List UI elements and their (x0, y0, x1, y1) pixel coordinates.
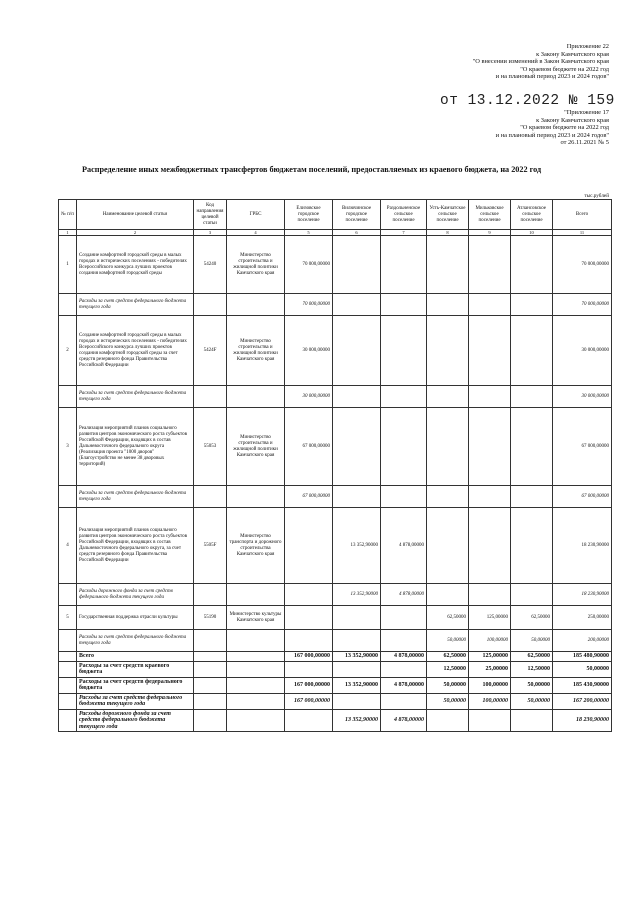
row-grbs (227, 294, 285, 316)
row-code: 55190 (194, 606, 227, 630)
total-value: 13 352,90000 (333, 677, 381, 693)
row-name: Создание комфортной городской среды в малых городах и исторических поселениях - победителях Всероссийского конкурса лучших проектов создания комфортной городской среды за счет средств резервного фонда Правительства Российской Федерации (77, 316, 194, 386)
total-blank (227, 693, 285, 709)
row-value (333, 606, 381, 630)
row-value (285, 508, 333, 584)
row-value: 30 000,00000 (285, 386, 333, 408)
row-value (427, 236, 469, 294)
total-value: 25,00000 (469, 661, 511, 677)
row-number: 5 (59, 606, 77, 630)
row-value (381, 236, 427, 294)
row-value (427, 386, 469, 408)
document-title: Распределение иных межбюджетных трансфертов бюджетам поселений, предоставляемых из краевого бюджета, на 2022 год (82, 165, 542, 174)
total-value (511, 709, 553, 732)
row-value (427, 316, 469, 386)
column-header: Усть-Камчатское сельское поселение (427, 200, 469, 230)
row-number: 1 (59, 236, 77, 294)
row-value: 13 352,90000 (333, 508, 381, 584)
column-header: Код направления целевой статьи (194, 200, 227, 230)
total-value: 167 000,00000 (285, 693, 333, 709)
column-number: 4 (227, 230, 285, 236)
row-value (333, 408, 381, 486)
row-value (511, 408, 553, 486)
row-number (59, 584, 77, 606)
stamp-no-sign: № (568, 93, 579, 109)
row-value (381, 294, 427, 316)
table-subrow (59, 486, 612, 508)
row-name: Расходы за счет средств федерального бюджета текущего года (77, 386, 194, 408)
stamp-date: 13.12.2022 (467, 93, 560, 109)
row-value (333, 386, 381, 408)
row-code: 5505F (194, 508, 227, 584)
total-row (59, 709, 612, 732)
header-line: "О внесении изменений в Закон Камчатского края (472, 58, 609, 66)
row-grbs (227, 486, 285, 508)
row-value (427, 408, 469, 486)
total-row (59, 693, 612, 709)
row-value (469, 294, 511, 316)
row-value (469, 486, 511, 508)
total-label: Расходы за счет средств федерального бюджета (77, 677, 194, 693)
column-number: 1 (59, 230, 77, 236)
column-header: Раздольненское сельское поселение (381, 200, 427, 230)
row-name: Реализация мероприятий планов социального развития центров экономического роста субъектов Российской Федерации, входящих в состав Дальневосточного федерального округа, за счет средств резервного фонда Правительства Российской Федерации (77, 508, 194, 584)
total-value: 50,00000 (427, 693, 469, 709)
total-value: 50,00000 (427, 677, 469, 693)
column-number: 11 (553, 230, 612, 236)
row-value: 18 230,90000 (553, 508, 612, 584)
header-line: "Приложение 17 (564, 109, 609, 116)
column-header: Наименование целевой статьи (77, 200, 194, 230)
column-header: Вилючинское городское поселение (333, 200, 381, 230)
row-value: 70 000,00000 (553, 236, 612, 294)
row-number (59, 386, 77, 408)
row-value: 30 000,00000 (553, 386, 612, 408)
total-value: 62,50000 (427, 652, 469, 662)
row-number (59, 486, 77, 508)
total-value: 100,00000 (469, 677, 511, 693)
row-code (194, 630, 227, 652)
row-value: 13 352,90000 (333, 584, 381, 606)
total-blank (227, 661, 285, 677)
header-line: к Закону Камчатского края (536, 116, 609, 124)
total-label: Расходы за счет средств федерального бюджета текущего года (77, 693, 194, 709)
total-label: Расходы за счет средств краевого бюджета (77, 661, 194, 677)
row-value (427, 294, 469, 316)
table-body (59, 236, 612, 732)
row-number: 4 (59, 508, 77, 584)
header-line: Приложение 22 (566, 43, 609, 50)
row-code: 55053 (194, 408, 227, 486)
total-value (469, 709, 511, 732)
row-grbs (227, 630, 285, 652)
row-value (333, 236, 381, 294)
total-value (285, 709, 333, 732)
row-value (469, 508, 511, 584)
row-value: 70 000,00000 (285, 294, 333, 316)
row-value (511, 386, 553, 408)
row-code: 54240 (194, 236, 227, 294)
total-blank (59, 677, 77, 693)
column-number: 10 (511, 230, 553, 236)
total-value: 185 430,90000 (553, 677, 612, 693)
row-grbs: Министерство строительства и жилищной политики Камчатского края (227, 408, 285, 486)
row-value (469, 584, 511, 606)
total-value (333, 661, 381, 677)
row-value: 70 000,00000 (553, 294, 612, 316)
header-line: от 26.11.2021 № 5 (560, 139, 609, 147)
column-number: 2 (77, 230, 194, 236)
total-value: 13 352,90000 (333, 709, 381, 732)
row-number: 3 (59, 408, 77, 486)
total-label: Всего (77, 652, 194, 662)
total-value (381, 661, 427, 677)
row-value (511, 236, 553, 294)
row-value (381, 386, 427, 408)
total-row (59, 677, 612, 693)
column-header: Всего (553, 200, 612, 230)
table-subrow (59, 630, 612, 652)
row-value (469, 236, 511, 294)
column-number: 3 (194, 230, 227, 236)
row-name: Расходы за счет средств федерального бюджета текущего года (77, 294, 194, 316)
total-value: 62,50000 (511, 652, 553, 662)
row-value (427, 584, 469, 606)
total-value: 50,00000 (511, 693, 553, 709)
total-blank (59, 661, 77, 677)
row-value (333, 316, 381, 386)
appendix-header-top (473, 43, 609, 81)
row-value: 62,50000 (427, 606, 469, 630)
total-value: 50,00000 (511, 677, 553, 693)
row-value: 67 000,00000 (553, 486, 612, 508)
header-line: "О краевом бюджете на 2022 год (520, 124, 609, 132)
total-value: 185 480,90000 (553, 652, 612, 662)
row-number (59, 294, 77, 316)
column-header: Елизовское городское поселение (285, 200, 333, 230)
total-value: 12,50000 (511, 661, 553, 677)
row-name: Государственная поддержка отрасли культуры (77, 606, 194, 630)
row-value (511, 316, 553, 386)
row-number (59, 630, 77, 652)
total-blank (194, 693, 227, 709)
row-code (194, 294, 227, 316)
total-value (333, 693, 381, 709)
row-grbs (227, 584, 285, 606)
stamp-number: 159 (587, 93, 615, 109)
total-value: 4 878,00000 (381, 652, 427, 662)
row-value (381, 606, 427, 630)
units-label: тыс.рублей (584, 193, 609, 199)
row-value (333, 630, 381, 652)
row-value (381, 408, 427, 486)
total-blank (194, 709, 227, 732)
total-blank (227, 652, 285, 662)
row-value (381, 486, 427, 508)
total-value: 4 878,00000 (381, 677, 427, 693)
header-line: и на плановый период 2023 и 2024 годов" (495, 131, 609, 139)
row-value: 4 878,00000 (381, 584, 427, 606)
row-name: Расходы за счет средств федерального бюджета текущего года (77, 630, 194, 652)
column-number: 8 (427, 230, 469, 236)
table-subrow (59, 386, 612, 408)
row-value: 200,00000 (553, 630, 612, 652)
total-value: 18 230,90000 (553, 709, 612, 732)
row-value: 125,00000 (469, 606, 511, 630)
row-grbs: Министерство культуры Камчатского края (227, 606, 285, 630)
row-code (194, 486, 227, 508)
total-blank (194, 677, 227, 693)
row-value: 50,00000 (511, 630, 553, 652)
row-grbs: Министерство строительства и жилищной политики Камчатского края (227, 316, 285, 386)
date-number-stamp (440, 93, 615, 109)
row-grbs: Министерство транспорта и дорожного строительства Камчатского края (227, 508, 285, 584)
row-code (194, 584, 227, 606)
row-code: 5424F (194, 316, 227, 386)
table-subrow (59, 584, 612, 606)
row-value (469, 386, 511, 408)
row-grbs (227, 386, 285, 408)
header-line: к Закону Камчатского края (536, 50, 609, 58)
row-value: 4 878,00000 (381, 508, 427, 584)
column-header: № п/п (59, 200, 77, 230)
table-row (59, 606, 612, 630)
row-value (511, 584, 553, 606)
total-blank (59, 709, 77, 732)
row-name: Реализация мероприятий планов социального развития центров экономического роста субъектов Российской Федерации, входящих в состав Дальневосточного федерального округа (Реализация проекта "1000 дворов" (Благоустройство не менее 38 дворовых территорий) (77, 408, 194, 486)
header-line: и на плановый период 2023 и 2024 годов" (495, 73, 609, 81)
row-number: 2 (59, 316, 77, 386)
column-header: ГРБС (227, 200, 285, 230)
column-number: 7 (381, 230, 427, 236)
row-value (381, 316, 427, 386)
row-value: 67 000,00000 (553, 408, 612, 486)
header-row (59, 200, 612, 230)
row-name: Расходы дорожного фонда за счет средств федерального бюджета текущего года (77, 584, 194, 606)
row-value: 62,50000 (511, 606, 553, 630)
row-name: Расходы за счет средств федерального бюджета текущего года (77, 486, 194, 508)
row-value (427, 508, 469, 584)
row-value: 67 000,00000 (285, 408, 333, 486)
total-value: 167 000,00000 (285, 652, 333, 662)
row-name: Создание комфортной городской среды в малых городах и исторических поселениях - победителях Всероссийского конкурса лучших проектов создания комфортной городской среды (77, 236, 194, 294)
column-number: 6 (333, 230, 381, 236)
column-header: Мильковское сельское поселение (469, 200, 511, 230)
total-blank (59, 652, 77, 662)
row-value: 50,00000 (427, 630, 469, 652)
row-value: 67 000,00000 (285, 486, 333, 508)
table-row (59, 408, 612, 486)
total-value: 167 000,00000 (285, 677, 333, 693)
total-row (59, 661, 612, 677)
total-value: 12,50000 (427, 661, 469, 677)
total-blank (194, 661, 227, 677)
row-value (381, 630, 427, 652)
total-value: 100,00000 (469, 693, 511, 709)
row-value: 250,00000 (553, 606, 612, 630)
row-value: 100,00000 (469, 630, 511, 652)
total-value: 125,00000 (469, 652, 511, 662)
total-value (427, 709, 469, 732)
total-value (381, 693, 427, 709)
row-value (333, 486, 381, 508)
row-value (469, 408, 511, 486)
row-grbs: Министерство строительства и жилищной политики Камчатского края (227, 236, 285, 294)
total-row (59, 652, 612, 662)
row-value (285, 606, 333, 630)
total-value (285, 661, 333, 677)
row-value (511, 508, 553, 584)
table-row (59, 236, 612, 294)
row-value: 18 230,90000 (553, 584, 612, 606)
total-label: Расходы дорожного фонда за счет средств федерального бюджета текущего года (77, 709, 194, 732)
total-value: 4 878,00000 (381, 709, 427, 732)
row-value (285, 630, 333, 652)
row-value (333, 294, 381, 316)
total-value: 167 200,00000 (553, 693, 612, 709)
row-value (511, 294, 553, 316)
row-value (285, 584, 333, 606)
total-value: 13 352,90000 (333, 652, 381, 662)
transfers-table (58, 199, 612, 732)
row-value: 70 000,00000 (285, 236, 333, 294)
total-blank (194, 652, 227, 662)
row-value: 30 000,00000 (285, 316, 333, 386)
stamp-prefix: от (440, 93, 459, 109)
header-line: "О краевом бюджете на 2022 год (520, 65, 609, 73)
appendix-header-bottom (496, 109, 609, 147)
column-number: 5 (285, 230, 333, 236)
total-blank (227, 677, 285, 693)
table-row (59, 508, 612, 584)
column-number: 9 (469, 230, 511, 236)
row-value (427, 486, 469, 508)
total-blank (59, 693, 77, 709)
column-header: Атлансовское сельское поселение (511, 200, 553, 230)
row-value: 30 000,00000 (553, 316, 612, 386)
row-value (469, 316, 511, 386)
row-value (511, 486, 553, 508)
row-code (194, 386, 227, 408)
table-subrow (59, 294, 612, 316)
total-blank (227, 709, 285, 732)
table-row (59, 316, 612, 386)
total-value: 50,00000 (553, 661, 612, 677)
